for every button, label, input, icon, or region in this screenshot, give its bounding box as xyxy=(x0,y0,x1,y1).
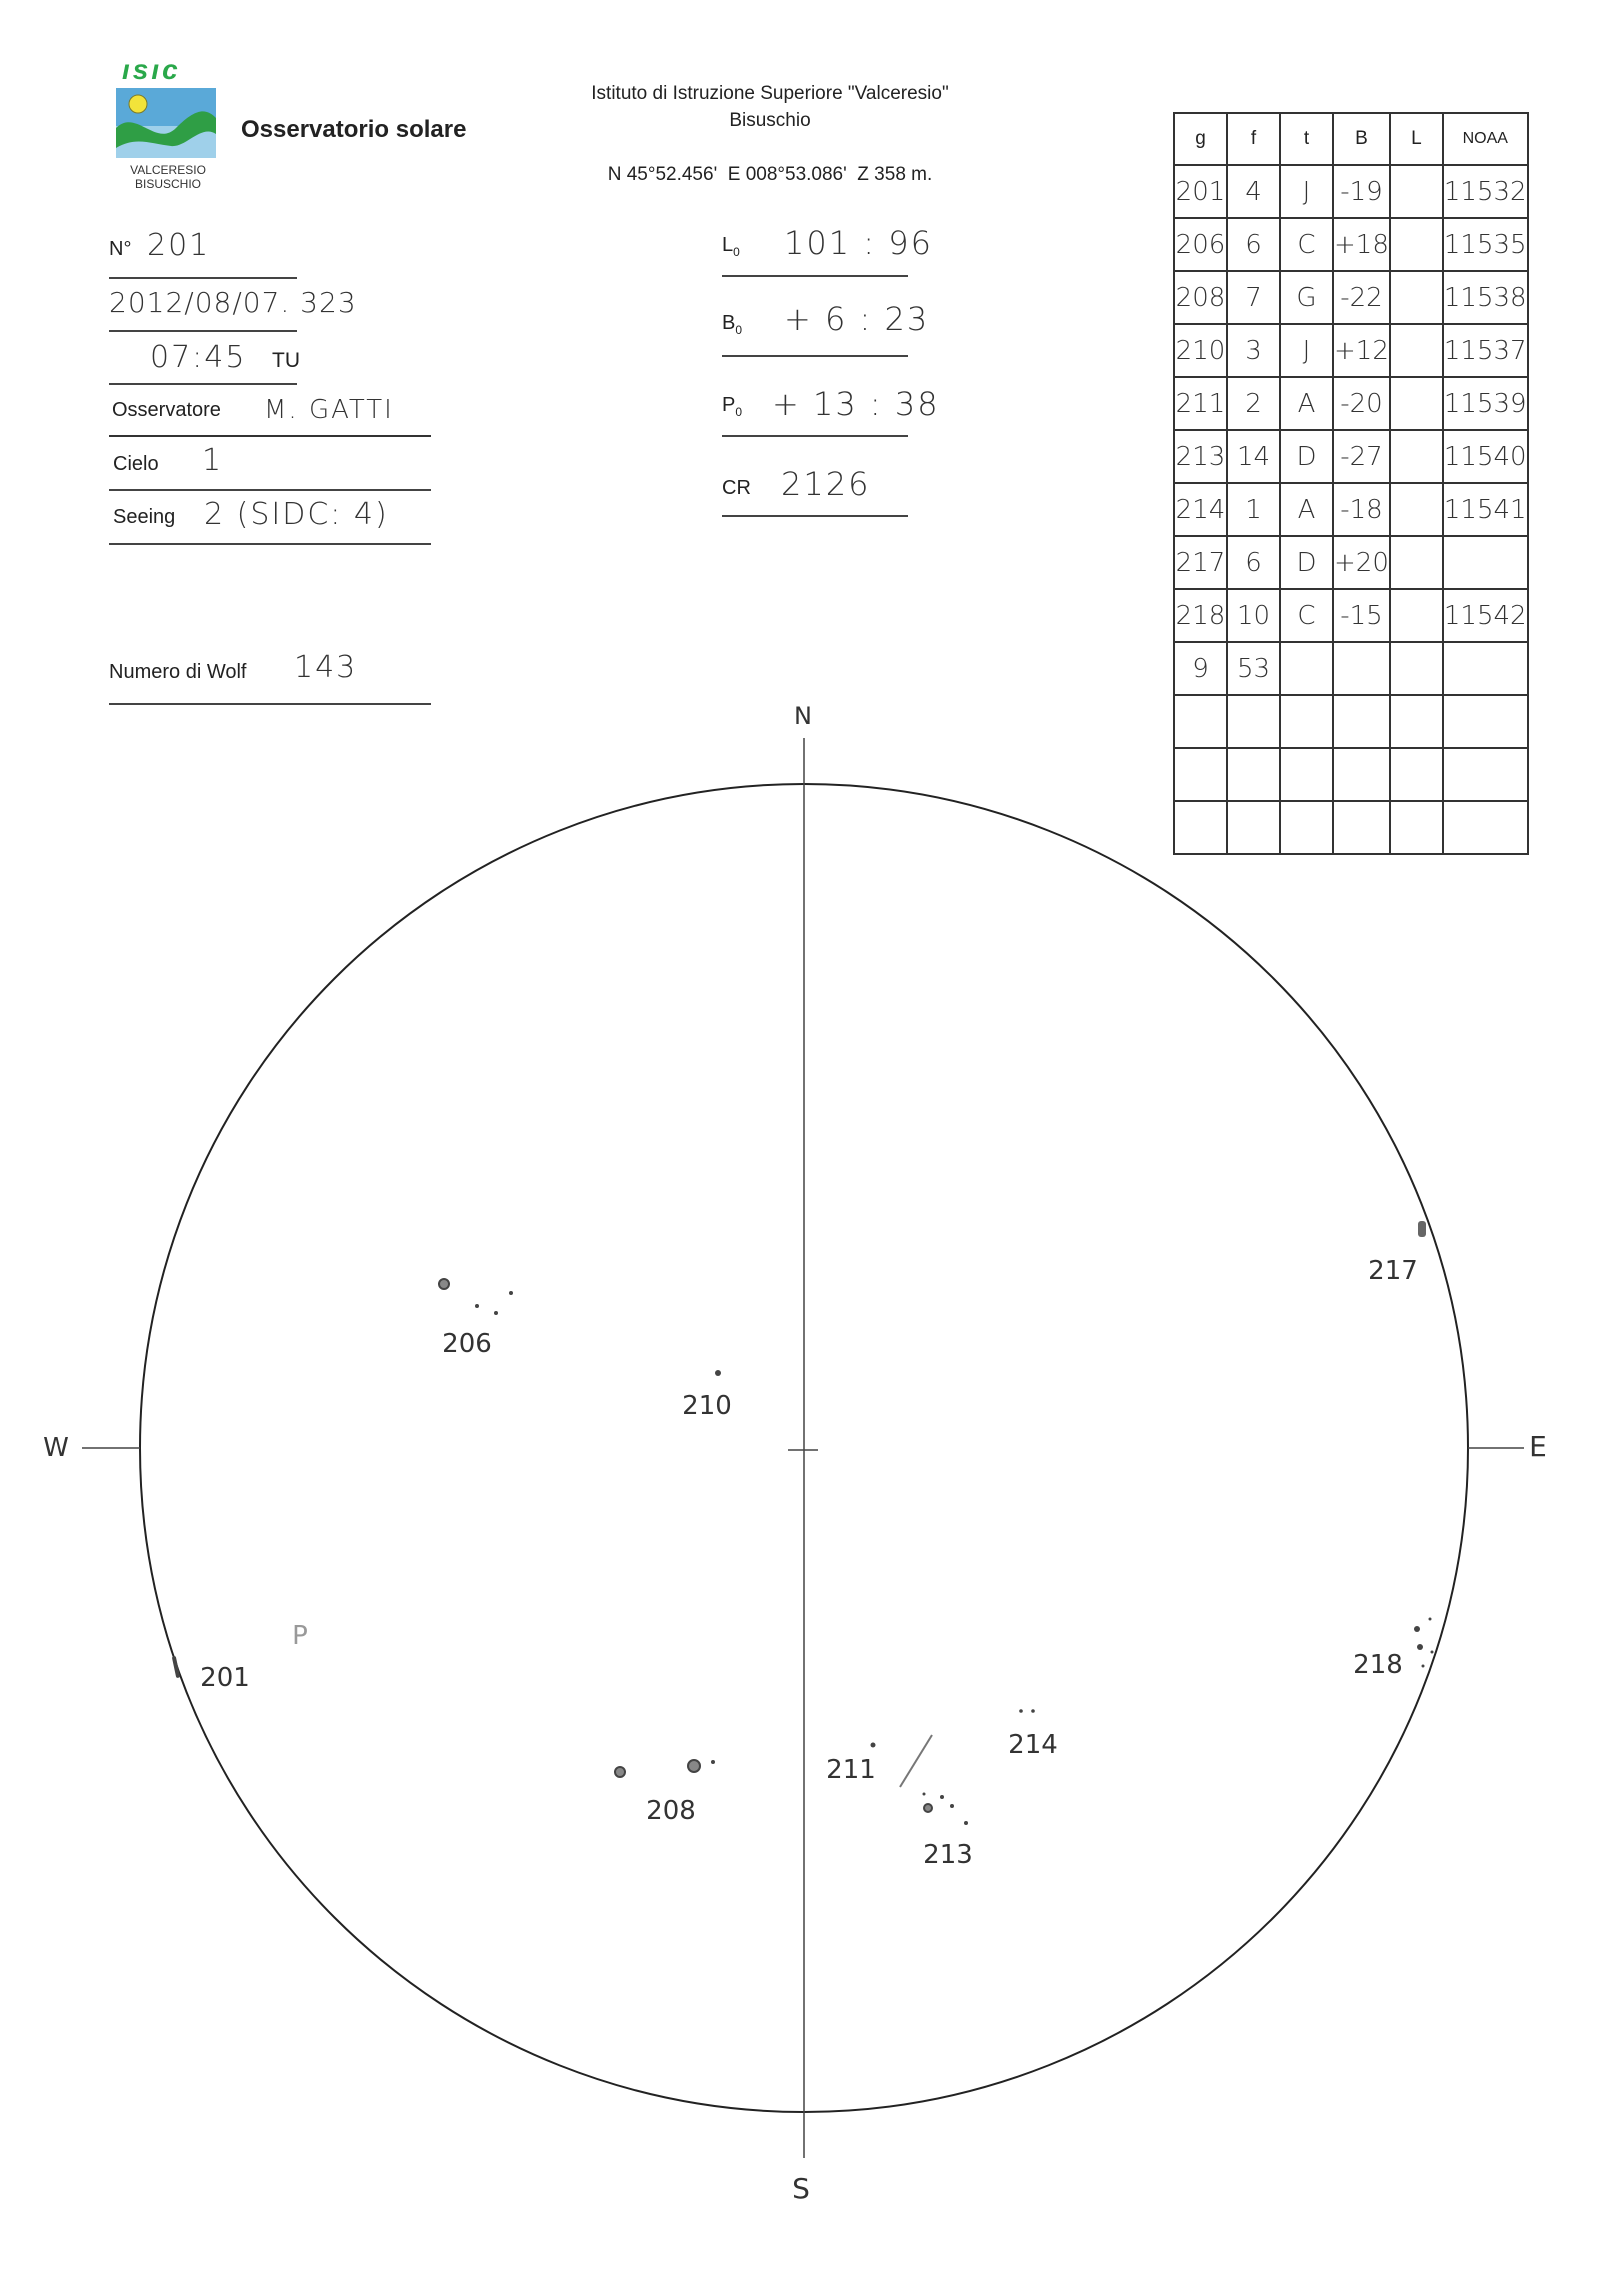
sunspot-206-a xyxy=(439,1279,449,1289)
cell-t: A xyxy=(1280,377,1333,430)
cell-noaa: 11541 xyxy=(1443,483,1528,536)
sunspot-218-c xyxy=(1429,1618,1432,1621)
group-label-206: 206 xyxy=(442,1329,492,1359)
group-label-201: 201 xyxy=(200,1663,250,1693)
group-label-213: 213 xyxy=(923,1840,973,1870)
cell-b: -18 xyxy=(1333,483,1390,536)
observatory-coordinates: N 45°52.456' E 008°53.086' Z 358 m. xyxy=(607,164,933,185)
cell-t: C xyxy=(1280,589,1333,642)
cell-b: -20 xyxy=(1333,377,1390,430)
b0-subscript: 0 xyxy=(735,323,743,337)
cell-t: D xyxy=(1280,536,1333,589)
cell-noaa: 11532 xyxy=(1443,165,1528,218)
cell-b: -27 xyxy=(1333,430,1390,483)
sunspot-213-d xyxy=(964,1821,968,1825)
observation-date: 2012/08/07. 323 xyxy=(109,286,357,319)
cell-b: +18 xyxy=(1333,218,1390,271)
observatory-title: Osservatorio solare xyxy=(241,116,467,143)
seeing-label: Seeing xyxy=(113,506,176,528)
p-mark: P xyxy=(292,1621,308,1651)
cell-f: 7 xyxy=(1227,271,1280,324)
cell-b: +20 xyxy=(1333,536,1390,589)
cell-t: A xyxy=(1280,483,1333,536)
sunspot-214-b xyxy=(1031,1709,1035,1713)
cell-t: D xyxy=(1280,430,1333,483)
sunspot-213-e xyxy=(923,1793,926,1796)
observer-value: M. GATTI xyxy=(264,395,394,425)
cr-value: 2126 xyxy=(781,465,871,503)
group-label-210: 210 xyxy=(682,1391,732,1421)
cell-g: 214 xyxy=(1174,483,1227,536)
sunspot-208-b xyxy=(688,1760,700,1772)
sunspot-213-c xyxy=(950,1804,954,1808)
cell-total-spots: 53 xyxy=(1227,642,1280,695)
sunspot-218-b xyxy=(1417,1644,1423,1650)
header-g: g xyxy=(1174,113,1227,165)
cell-noaa: 11535 xyxy=(1443,218,1528,271)
cell-g: 208 xyxy=(1174,271,1227,324)
sunspot-213-a xyxy=(924,1804,932,1812)
cell-f: 14 xyxy=(1227,430,1280,483)
p0-subscript: 0 xyxy=(735,405,743,419)
logo-caption-line2: BISUSCHIO xyxy=(134,177,201,191)
group-label-211: 211 xyxy=(826,1755,876,1785)
header-t: t xyxy=(1280,113,1333,165)
cell-g: 206 xyxy=(1174,218,1227,271)
group-label-218: 218 xyxy=(1353,1650,1403,1680)
sunspot-218-d xyxy=(1431,1651,1434,1654)
drawing-number-value: 201 xyxy=(147,228,211,263)
l0-subscript: 0 xyxy=(733,245,740,259)
cell-f: 2 xyxy=(1227,377,1280,430)
cell-t: C xyxy=(1280,218,1333,271)
cell-f: 1 xyxy=(1227,483,1280,536)
wolf-number-label: Numero di Wolf xyxy=(109,661,247,683)
p0-value: + 13 : 38 xyxy=(772,385,940,423)
seeing-value: 2 (SIDC: 4) xyxy=(204,497,389,532)
b0-value: + 6 : 23 xyxy=(784,300,930,338)
cell-b: -15 xyxy=(1333,589,1390,642)
header-b: B xyxy=(1333,113,1390,165)
cell-noaa: 11537 xyxy=(1443,324,1528,377)
cell-g: 218 xyxy=(1174,589,1227,642)
sky-label: Cielo xyxy=(113,453,159,475)
observation-time: 07:45 xyxy=(150,340,247,375)
sunspot-218-e xyxy=(1422,1665,1425,1668)
cell-noaa: 11538 xyxy=(1443,271,1528,324)
p0-letter: P xyxy=(722,394,736,416)
sunspot-marks xyxy=(172,1221,1434,1825)
cell-total-groups: 9 xyxy=(1174,642,1227,695)
sunspot-217 xyxy=(1418,1221,1426,1237)
cell-t: J xyxy=(1280,324,1333,377)
cell-noaa: 11539 xyxy=(1443,377,1528,430)
sunspot-210 xyxy=(715,1370,721,1376)
sunspot-208-a xyxy=(615,1767,625,1777)
l0-letter: L xyxy=(722,234,734,256)
cell-noaa: 11542 xyxy=(1443,589,1528,642)
cell-b: -19 xyxy=(1333,165,1390,218)
sunspot-201 xyxy=(172,1656,180,1678)
cell-g: 217 xyxy=(1174,536,1227,589)
header-noaa: NOAA xyxy=(1443,113,1528,165)
logo-wordmark: ısıc xyxy=(122,54,181,85)
group-label-214: 214 xyxy=(1008,1730,1058,1760)
sunspot-206-b xyxy=(475,1304,479,1308)
cell-g: 211 xyxy=(1174,377,1227,430)
drawing-number-label: N° xyxy=(109,238,132,260)
header-f: f xyxy=(1227,113,1280,165)
institute-town: Bisuschio xyxy=(729,110,811,131)
north-label: N xyxy=(794,702,812,730)
cr-label: CR xyxy=(722,477,751,499)
sky-value: 1 xyxy=(202,443,224,478)
east-label: E xyxy=(1529,1430,1547,1463)
logo-caption-line1: VALCERESIO xyxy=(130,163,206,177)
cell-b: -22 xyxy=(1333,271,1390,324)
cell-f: 6 xyxy=(1227,536,1280,589)
cell-g: 213 xyxy=(1174,430,1227,483)
cell-f: 10 xyxy=(1227,589,1280,642)
cell-t: G xyxy=(1280,271,1333,324)
west-label: W xyxy=(43,1433,69,1463)
sunspot-211 xyxy=(871,1743,876,1748)
cell-f: 4 xyxy=(1227,165,1280,218)
cell-t: J xyxy=(1280,165,1333,218)
cell-g: 201 xyxy=(1174,165,1227,218)
header-l: L xyxy=(1390,113,1443,165)
sunspot-213-b xyxy=(940,1795,944,1799)
b0-letter: B xyxy=(722,312,736,334)
institute-name: Istituto di Istruzione Superiore "Valceresio" xyxy=(591,83,949,104)
sunspot-208-c xyxy=(711,1760,715,1764)
cell-f: 6 xyxy=(1227,218,1280,271)
cell-noaa: 11540 xyxy=(1443,430,1528,483)
sunspot-214-a xyxy=(1019,1709,1023,1713)
sunspot-206-c xyxy=(509,1291,513,1295)
wolf-number-value: 143 xyxy=(294,650,358,685)
sunspot-218-a xyxy=(1414,1626,1420,1632)
l0-value: 101 : 96 xyxy=(784,224,933,262)
south-label: S xyxy=(792,2172,810,2205)
sunspot-206-d xyxy=(494,1311,498,1315)
sunspot-211-stroke xyxy=(900,1735,932,1787)
group-label-208: 208 xyxy=(646,1796,696,1826)
observer-label: Osservatore xyxy=(112,399,221,421)
time-unit: TU xyxy=(272,349,300,372)
group-label-217: 217 xyxy=(1368,1256,1418,1286)
cell-b: +12 xyxy=(1333,324,1390,377)
cell-f: 3 xyxy=(1227,324,1280,377)
cell-g: 210 xyxy=(1174,324,1227,377)
